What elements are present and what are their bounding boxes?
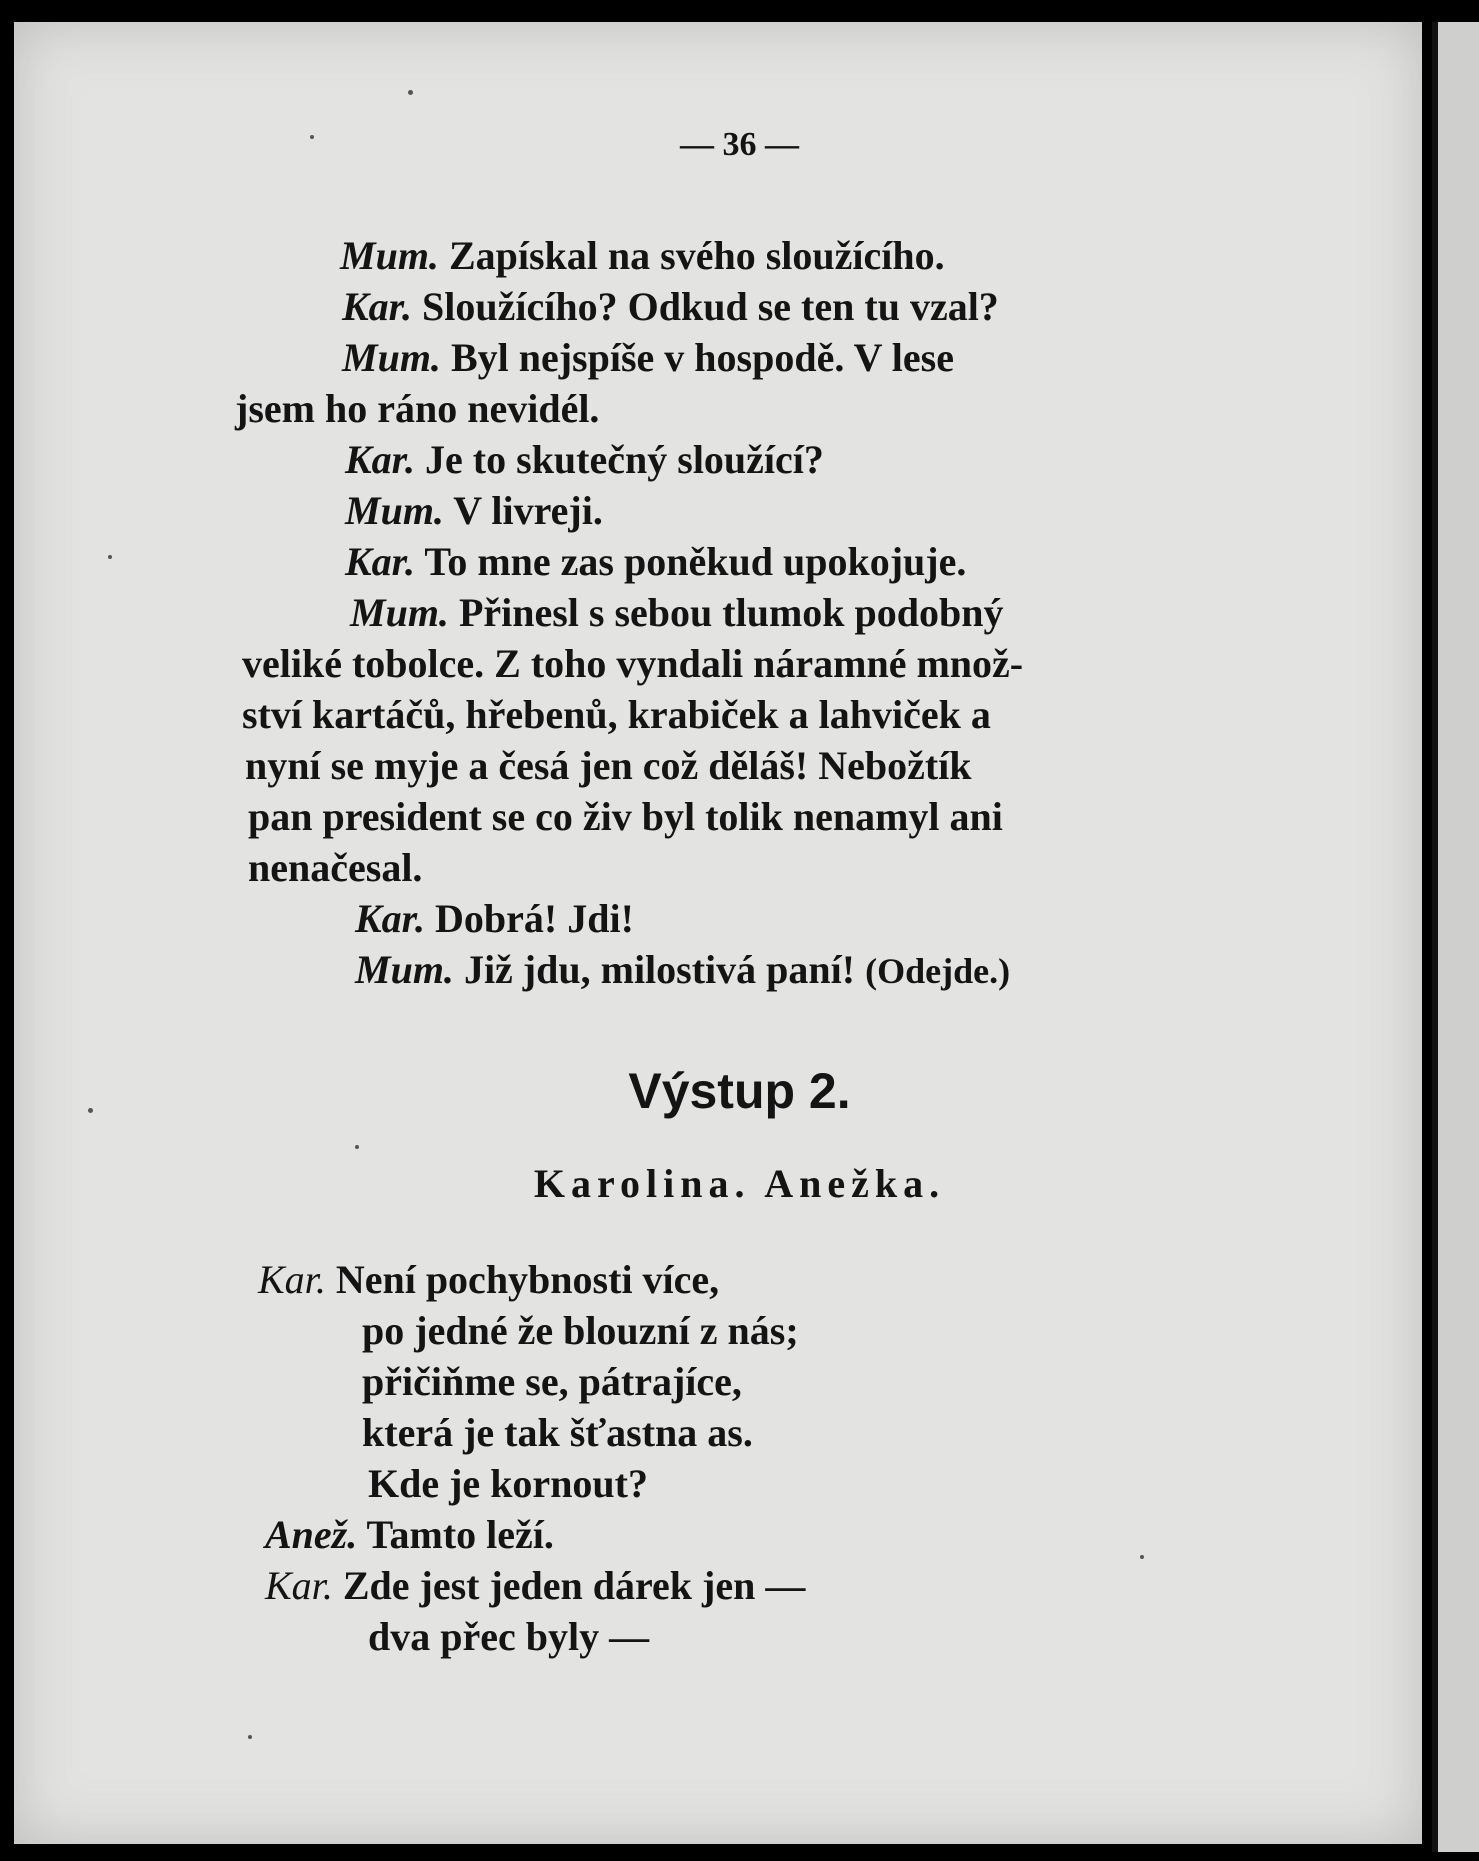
dialogue-line — [350, 587, 1004, 638]
scene-persons: Karolina. Anežka. — [533, 1161, 946, 1206]
verse-text: dva přec byly — — [368, 1614, 650, 1659]
verse-line — [265, 1560, 805, 1611]
dialogue-line — [248, 842, 422, 893]
speaker-label: Kar. — [258, 1257, 326, 1302]
verse-line — [258, 1254, 719, 1305]
verse-line — [362, 1305, 799, 1356]
speaker-label: Mum. — [355, 947, 454, 992]
speaker-label: Mum. — [342, 335, 441, 380]
dialogue-text: ství kartáčů, hřebenů, krabiček a lahviček a — [242, 692, 991, 737]
scan-speck — [248, 1735, 252, 1739]
dialogue-text: V livreji. — [453, 488, 603, 533]
verse-text: Tamto leží. — [366, 1512, 554, 1557]
dialogue-text: Přinesl s sebou tlumok podobný — [458, 590, 1004, 635]
dialogue-text: Zapískal na svého sloužícího. — [448, 233, 945, 278]
dialogue-text: Byl nejspíše v hospodě. V lese — [450, 335, 954, 380]
verse-text: která je tak šťastna as. — [362, 1410, 753, 1455]
speaker-label: Kar. — [345, 437, 416, 482]
dialogue-text: veliké tobolce. Z toho vyndali náramné množ- — [242, 641, 1024, 686]
verse-text: Zde jest jeden dárek jen — — [342, 1563, 806, 1608]
dialogue-line — [242, 638, 1023, 689]
scan-speck — [108, 555, 112, 559]
verse-text: přičiňme se, pátrajíce, — [362, 1359, 742, 1404]
verse-line — [368, 1458, 648, 1509]
verse-line — [265, 1509, 554, 1560]
scan-speck — [355, 1145, 359, 1149]
dialogue-text: Je to skutečný sloužící? — [425, 437, 824, 482]
dialogue-line — [340, 230, 945, 281]
stage-direction: (Odejde.) — [865, 951, 1011, 991]
dialogue-line — [345, 434, 824, 485]
speaker-label: Kar. — [345, 539, 416, 584]
dialogue-text: jsem ho ráno nevidél. — [235, 386, 600, 431]
dialogue-text: nenačesal. — [248, 845, 423, 890]
dialogue-text: nyní se myje a česá jen což děláš! Nebožtík — [245, 743, 972, 788]
speaker-label: Mum. — [340, 233, 439, 278]
dialogue-text: Dobrá! Jdi! — [435, 896, 634, 941]
speaker-label: Kar. — [355, 896, 426, 941]
dialogue-line — [345, 536, 966, 587]
page-number: — 36 — — [680, 126, 799, 163]
dialogue-line — [242, 689, 991, 740]
scan-speck — [1140, 1555, 1144, 1559]
dialogue-text: Již jdu, milostivá paní! — [463, 947, 856, 992]
speaker-label: Mum. — [350, 590, 449, 635]
verse-line — [368, 1611, 649, 1662]
dialogue-line — [355, 944, 1010, 995]
speaker-label: Kar. — [265, 1563, 333, 1608]
speaker-label: Kar. — [342, 284, 413, 329]
verse-text: Kde je kornout? — [368, 1461, 648, 1506]
dialogue-line — [235, 383, 599, 434]
verse-line — [362, 1407, 753, 1458]
dialogue-text: pan president se co živ byl tolik nenamyl ani — [248, 794, 1003, 839]
speaker-label: Mum. — [345, 488, 444, 533]
dialogue-line — [355, 893, 634, 944]
verse-text: po jedné že blouzní z nás; — [362, 1308, 799, 1353]
dialogue-text: To mne zas poněkud upokojuje. — [424, 539, 967, 584]
dialogue-line — [345, 485, 603, 536]
dialogue-line — [248, 791, 1003, 842]
scene-heading: Výstup 2. — [628, 1063, 851, 1119]
scan-speck — [88, 1108, 93, 1113]
dialogue-line — [245, 740, 972, 791]
verse-line — [362, 1356, 742, 1407]
scan-speck — [408, 90, 413, 95]
speaker-label: Anež. — [265, 1512, 358, 1557]
dialogue-text: Sloužícího? Odkud se ten tu vzal? — [422, 284, 999, 329]
verse-text: Není pochybnosti více, — [335, 1257, 720, 1302]
dialogue-line — [342, 281, 1237, 332]
adjacent-page-edge — [1432, 22, 1479, 1852]
dialogue-line — [342, 332, 1237, 383]
scan-speck — [310, 135, 314, 139]
